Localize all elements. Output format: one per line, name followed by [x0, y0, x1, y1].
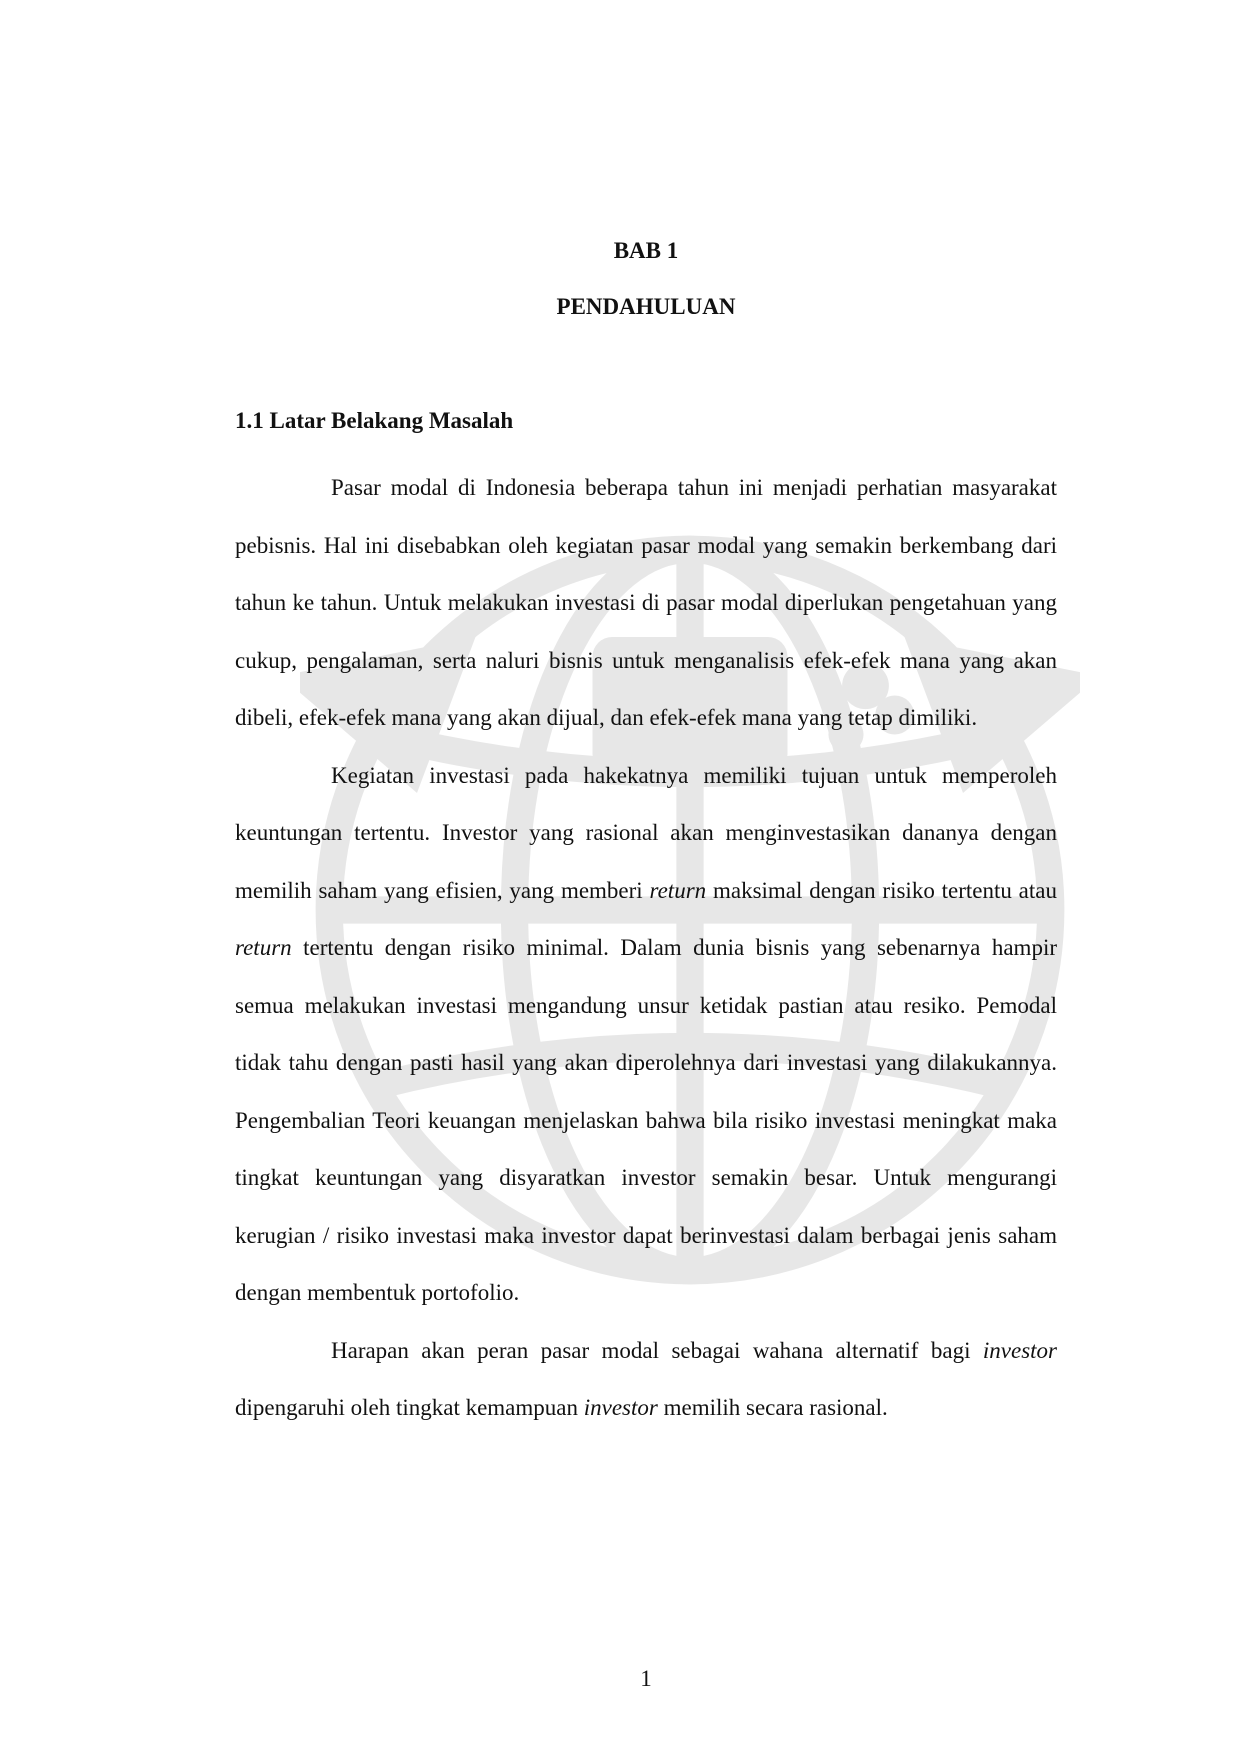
paragraph-3-text-part-1: Harapan akan peran pasar modal sebagai wahana alternatif bagi: [331, 1337, 983, 1363]
paragraph-3: [235, 1322, 1057, 1437]
body-text: [235, 459, 1057, 1437]
chapter-number: BAB 1: [613, 238, 679, 263]
chapter-title: PENDAHULUAN: [556, 294, 736, 319]
paragraph-2-text-part-3: tertentu dengan risiko minimal. Dalam dunia bisnis yang sebenarnya hampir semua melakukan investasi mengandung unsur ketidak pastian atau resiko. Pemodal tidak tahu dengan pasti hasil yang akan diperolehnya dari investasi yang dilakukannya. Pengembalian Teori keuangan menjelaskan bahwa bila risiko investasi meningkat maka tingkat keuntungan yang disyaratkan investor semakin besar. Untuk mengurangi kerugian / risiko investasi maka investor dapat berinvestasi dalam berbagai jenis saham dengan membentuk portofolio.: [235, 935, 1057, 1305]
paragraph-2-italic-term-2: return: [235, 935, 292, 960]
paragraph-3-text-part-3: memilih secara rasional.: [657, 1395, 888, 1420]
paragraph-1-text: Pasar modal di Indonesia beberapa tahun ini menjadi perhatian masyarakat pebisnis. Hal ini disebabkan oleh kegiatan pasar modal yang semakin berkembang dari tahun ke tahun. Untuk melakukan investasi di pasar modal diperlukan pengetahuan yang cukup, pengalaman, serta naluri bisnis untuk menganalisis efek-efek mana yang akan dibeli, efek-efek mana yang akan dijual, dan efek-efek mana yang tetap dimiliki.: [235, 475, 1057, 730]
paragraph-2: [235, 747, 1057, 1322]
paragraph-2-italic-term-1: return: [649, 877, 707, 903]
paragraph-3-italic-term-1: investor: [982, 1337, 1057, 1363]
page-number: 1: [640, 1666, 652, 1691]
section-heading: 1.1 Latar Belakang Masalah: [235, 408, 514, 433]
paragraph-1: [235, 459, 1057, 747]
paragraph-2-text-part-2: maksimal dengan risiko tertentu atau: [706, 877, 1057, 903]
paragraph-3-text-part-2: dipengaruhi oleh tingkat kemampuan: [235, 1395, 584, 1420]
paragraph-2-text-part-1: Kegiatan investasi pada hakekatnya memiliki tujuan untuk memperoleh keuntungan tertentu. Investor yang rasional akan menginvestasikan dananya dengan memilih saham yang efisien, yang memberi: [235, 762, 1057, 903]
paragraph-3-italic-term-2: investor: [583, 1395, 658, 1420]
